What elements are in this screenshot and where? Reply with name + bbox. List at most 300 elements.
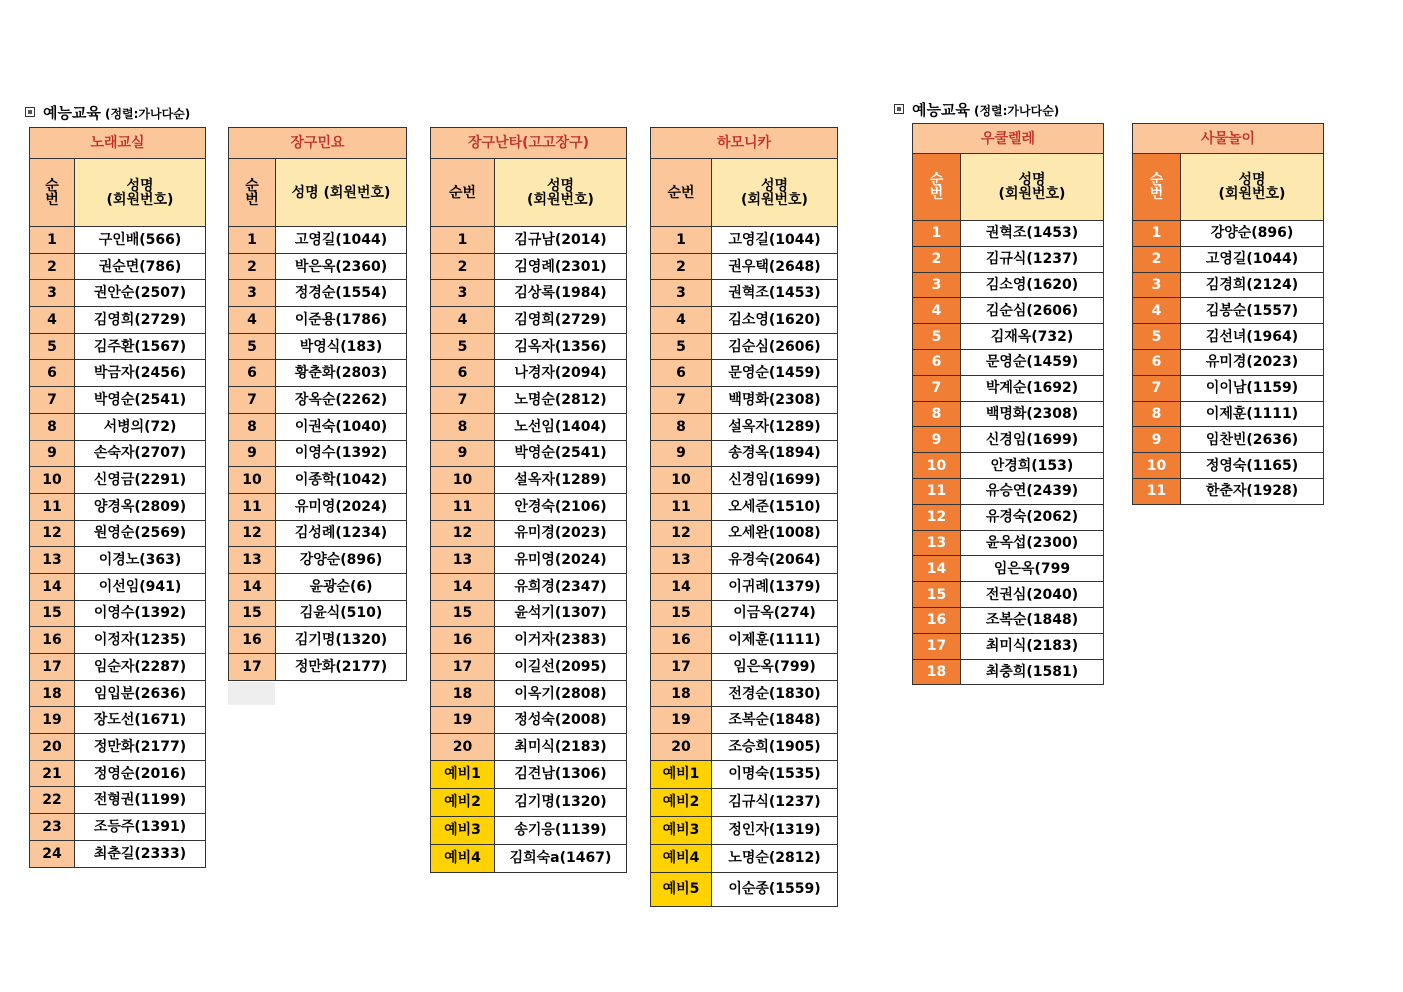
row-number: 16	[651, 627, 712, 654]
member-name: 김영희(2729)	[495, 307, 627, 334]
table-row	[30, 840, 206, 867]
table-row	[651, 734, 838, 761]
row-number: 14	[651, 573, 712, 600]
table-row	[651, 360, 838, 387]
member-name: 김윤식(510)	[276, 600, 407, 627]
member-name: 장도선(1671)	[75, 707, 206, 734]
row-number: 1	[913, 221, 961, 247]
square-bullet-icon	[894, 104, 904, 114]
member-name: 박영식(183)	[276, 333, 407, 360]
member-name: 신경임(1699)	[961, 427, 1104, 453]
table-row	[30, 253, 206, 280]
member-name: 안경희(153)	[961, 453, 1104, 479]
table-row	[651, 627, 838, 654]
row-number: 18	[913, 659, 961, 685]
member-name: 유경숙(2064)	[712, 547, 838, 574]
table-row	[1133, 298, 1324, 324]
table-row	[30, 654, 206, 681]
row-number: 8	[229, 413, 276, 440]
table-row	[431, 333, 627, 360]
member-name: 문영순(1459)	[961, 349, 1104, 375]
table-row	[30, 600, 206, 627]
member-name: 임입분(2636)	[75, 680, 206, 707]
row-number: 8	[431, 413, 495, 440]
row-number: 8	[651, 413, 712, 440]
row-number: 19	[651, 707, 712, 734]
row-number: 예비5	[651, 872, 712, 906]
table-row	[229, 467, 407, 494]
member-name: 이옥기(2808)	[495, 680, 627, 707]
row-number: 7	[651, 387, 712, 414]
row-number: 17	[229, 654, 276, 681]
table-row	[913, 324, 1104, 350]
table-row	[30, 280, 206, 307]
member-name: 최미식(2183)	[961, 633, 1104, 659]
row-number: 7	[229, 387, 276, 414]
member-name: 김성례(1234)	[276, 520, 407, 547]
table-row	[651, 788, 838, 816]
row-number: 1	[229, 227, 276, 254]
member-name: 김규남(2014)	[495, 227, 627, 254]
member-name: 고영길(1044)	[1181, 246, 1324, 272]
member-name: 이영수(1392)	[75, 600, 206, 627]
member-name: 정영숙(1165)	[1181, 453, 1324, 479]
row-number: 16	[913, 607, 961, 633]
table-row	[651, 680, 838, 707]
row-number: 13	[30, 547, 75, 574]
row-number: 10	[30, 467, 75, 494]
row-number: 5	[1133, 324, 1181, 350]
table-row	[30, 413, 206, 440]
table-row	[651, 872, 838, 906]
member-name: 김영희(2729)	[75, 307, 206, 334]
table-row	[431, 627, 627, 654]
member-name: 오세준(1510)	[712, 493, 838, 520]
row-number: 4	[30, 307, 75, 334]
table-row	[1133, 349, 1324, 375]
member-name: 이금옥(274)	[712, 600, 838, 627]
table-row	[1133, 401, 1324, 427]
row-number: 4	[913, 298, 961, 324]
member-name: 이경노(363)	[75, 547, 206, 574]
table-row	[431, 760, 627, 788]
row-number: 5	[30, 333, 75, 360]
table-row	[431, 680, 627, 707]
row-number: 11	[651, 493, 712, 520]
table-row	[913, 401, 1104, 427]
member-name: 김소영(1620)	[961, 272, 1104, 298]
section-title-left	[25, 102, 190, 123]
row-number: 15	[229, 600, 276, 627]
member-name: 박영순(2541)	[75, 387, 206, 414]
member-name: 송기응(1139)	[495, 816, 627, 844]
row-number: 예비2	[431, 788, 495, 816]
table-row	[229, 627, 407, 654]
member-name: 권우택(2648)	[712, 253, 838, 280]
table-row	[1133, 375, 1324, 401]
row-number: 6	[913, 349, 961, 375]
table-row	[30, 467, 206, 494]
table-row	[651, 816, 838, 844]
member-name: 유미영(2024)	[276, 493, 407, 520]
table-row	[229, 493, 407, 520]
member-name: 손숙자(2707)	[75, 440, 206, 467]
table-row	[30, 547, 206, 574]
table-samulnori	[1132, 123, 1324, 505]
member-name: 권안순(2507)	[75, 280, 206, 307]
member-name: 박계순(1692)	[961, 375, 1104, 401]
row-number: 13	[229, 547, 276, 574]
table-row	[1133, 272, 1324, 298]
member-name: 설옥자(1289)	[495, 467, 627, 494]
table-row	[913, 633, 1104, 659]
member-name: 정영순(2016)	[75, 760, 206, 787]
member-name: 이선임(941)	[75, 573, 206, 600]
row-number: 17	[651, 654, 712, 681]
table-row	[30, 627, 206, 654]
row-number: 2	[229, 253, 276, 280]
member-name: 설옥자(1289)	[712, 413, 838, 440]
header-number: 순번	[431, 159, 495, 227]
table-row	[651, 253, 838, 280]
row-number: 14	[431, 573, 495, 600]
table-row	[913, 221, 1104, 247]
member-name: 유희경(2347)	[495, 573, 627, 600]
table-ukulele	[912, 123, 1104, 685]
row-number: 13	[913, 530, 961, 556]
header-number: 순 번	[30, 159, 75, 227]
table-title: 노래교실	[30, 128, 206, 159]
row-number: 11	[229, 493, 276, 520]
member-name: 이순종(1559)	[712, 872, 838, 906]
table-row	[30, 573, 206, 600]
table-row	[431, 467, 627, 494]
member-name: 김순심(2606)	[712, 333, 838, 360]
table-row	[229, 413, 407, 440]
row-number: 5	[229, 333, 276, 360]
member-name: 최미식(2183)	[495, 734, 627, 761]
member-name: 조복순(1848)	[712, 707, 838, 734]
table-row	[431, 600, 627, 627]
table-row	[431, 654, 627, 681]
table-row	[229, 227, 407, 254]
table-row	[913, 582, 1104, 608]
member-name: 정만화(2177)	[276, 654, 407, 681]
row-number: 9	[651, 440, 712, 467]
row-number: 4	[229, 307, 276, 334]
member-name: 임순자(2287)	[75, 654, 206, 681]
member-name: 김옥자(1356)	[495, 333, 627, 360]
sort-note: (정렬:가나다순)	[973, 104, 1060, 118]
row-number: 10	[431, 467, 495, 494]
member-name: 김영례(2301)	[495, 253, 627, 280]
member-name: 구인배(566)	[75, 227, 206, 254]
row-number: 19	[30, 707, 75, 734]
row-number: 13	[651, 547, 712, 574]
table-row	[229, 654, 407, 681]
row-number: 24	[30, 840, 75, 867]
member-name: 유경숙(2062)	[961, 504, 1104, 530]
member-name: 김주환(1567)	[75, 333, 206, 360]
table-row	[30, 387, 206, 414]
member-name: 이준용(1786)	[276, 307, 407, 334]
row-number: 3	[913, 272, 961, 298]
member-name: 이제훈(1111)	[1181, 401, 1324, 427]
row-number: 16	[229, 627, 276, 654]
table-title: 하모니카	[651, 128, 838, 159]
member-name: 한춘자(1928)	[1181, 478, 1324, 504]
table-row	[1133, 427, 1324, 453]
member-name: 서병의(72)	[75, 413, 206, 440]
table-row	[651, 654, 838, 681]
table-row	[30, 493, 206, 520]
table-row	[651, 333, 838, 360]
row-number: 12	[229, 520, 276, 547]
member-name: 이권숙(1040)	[276, 413, 407, 440]
member-name: 임은옥(799	[961, 556, 1104, 582]
member-name: 오세완(1008)	[712, 520, 838, 547]
member-name: 김규식(1237)	[712, 788, 838, 816]
member-name: 신영금(2291)	[75, 467, 206, 494]
table-row	[30, 440, 206, 467]
row-number: 6	[431, 360, 495, 387]
table-row	[431, 573, 627, 600]
row-number: 예비2	[651, 788, 712, 816]
row-number: 7	[30, 387, 75, 414]
row-number: 19	[431, 707, 495, 734]
table-row	[30, 734, 206, 761]
table-harmonica	[650, 127, 838, 907]
row-number: 2	[651, 253, 712, 280]
table-janggu-minyo	[228, 127, 407, 681]
member-name: 김기명(1320)	[495, 788, 627, 816]
table-row	[30, 307, 206, 334]
row-number: 17	[30, 654, 75, 681]
table-row	[431, 280, 627, 307]
member-name: 김상록(1984)	[495, 280, 627, 307]
member-name: 전형권(1199)	[75, 787, 206, 814]
member-name: 이정자(1235)	[75, 627, 206, 654]
member-name: 권혁조(1453)	[961, 221, 1104, 247]
row-number: 2	[913, 246, 961, 272]
section-title-right	[894, 99, 1059, 120]
table-row	[1133, 246, 1324, 272]
row-number: 6	[30, 360, 75, 387]
row-number: 12	[913, 504, 961, 530]
member-name: 김선녀(1964)	[1181, 324, 1324, 350]
table-row	[431, 440, 627, 467]
row-number: 15	[651, 600, 712, 627]
row-number: 예비1	[651, 760, 712, 788]
row-number: 1	[651, 227, 712, 254]
member-name: 김순심(2606)	[961, 298, 1104, 324]
header-name: 성명 (회원번호)	[75, 159, 206, 227]
table-row	[1133, 453, 1324, 479]
table-row	[229, 387, 407, 414]
row-number: 18	[651, 680, 712, 707]
table-row	[913, 530, 1104, 556]
row-number: 예비3	[651, 816, 712, 844]
sort-note: (정렬:가나다순)	[104, 107, 191, 121]
table-row	[913, 246, 1104, 272]
row-number: 9	[30, 440, 75, 467]
row-number: 8	[1133, 401, 1181, 427]
member-name: 유승연(2439)	[961, 478, 1104, 504]
table-row	[30, 333, 206, 360]
member-name: 강양순(896)	[1181, 221, 1324, 247]
row-number: 17	[913, 633, 961, 659]
row-number: 3	[1133, 272, 1181, 298]
row-number: 17	[431, 654, 495, 681]
header-name: 성명 (회원번호)	[712, 159, 838, 227]
table-row	[30, 814, 206, 841]
row-number: 5	[913, 324, 961, 350]
member-name: 정만화(2177)	[75, 734, 206, 761]
table-row	[30, 760, 206, 787]
row-number: 10	[651, 467, 712, 494]
member-name: 이귀례(1379)	[712, 573, 838, 600]
table-row	[431, 307, 627, 334]
member-name: 김기명(1320)	[276, 627, 407, 654]
member-name: 김재옥(732)	[961, 324, 1104, 350]
member-name: 강양순(896)	[276, 547, 407, 574]
member-name: 윤옥섭(2300)	[961, 530, 1104, 556]
row-number: 2	[1133, 246, 1181, 272]
row-number: 15	[913, 582, 961, 608]
row-number: 12	[431, 520, 495, 547]
table-row	[431, 734, 627, 761]
table-row	[913, 607, 1104, 633]
member-name: 박영순(2541)	[495, 440, 627, 467]
member-name: 이영수(1392)	[276, 440, 407, 467]
table-row	[651, 280, 838, 307]
member-name: 고영길(1044)	[276, 227, 407, 254]
member-name: 안경숙(2106)	[495, 493, 627, 520]
row-number: 16	[30, 627, 75, 654]
section-title-text: 예능교육	[43, 104, 101, 122]
row-number: 1	[431, 227, 495, 254]
table-row	[431, 387, 627, 414]
member-name: 전권심(2040)	[961, 582, 1104, 608]
table-row	[913, 504, 1104, 530]
member-name: 백명화(2308)	[961, 401, 1104, 427]
row-number: 3	[229, 280, 276, 307]
header-number: 순번	[651, 159, 712, 227]
table-row	[913, 453, 1104, 479]
member-name: 정성숙(2008)	[495, 707, 627, 734]
table-row	[651, 573, 838, 600]
row-number: 예비1	[431, 760, 495, 788]
member-name: 황춘화(2803)	[276, 360, 407, 387]
member-name: 김소영(1620)	[712, 307, 838, 334]
table-row	[229, 547, 407, 574]
header-number: 순 번	[913, 154, 961, 221]
table-row	[651, 600, 838, 627]
table-row	[229, 253, 407, 280]
table-row	[229, 573, 407, 600]
row-number: 5	[651, 333, 712, 360]
table-row	[913, 478, 1104, 504]
member-name: 권혁조(1453)	[712, 280, 838, 307]
member-name: 권순면(786)	[75, 253, 206, 280]
table-row	[651, 467, 838, 494]
table-row	[431, 844, 627, 872]
member-name: 최충희(1581)	[961, 659, 1104, 685]
member-name: 이거자(2383)	[495, 627, 627, 654]
table-row	[30, 707, 206, 734]
section-title-text: 예능교육	[912, 101, 970, 119]
row-number: 15	[431, 600, 495, 627]
member-name: 최춘길(2333)	[75, 840, 206, 867]
table-row	[651, 493, 838, 520]
table-row	[651, 227, 838, 254]
table-row	[229, 520, 407, 547]
table-row	[651, 844, 838, 872]
header-name: 성명 (회원번호)	[961, 154, 1104, 221]
member-name: 나경자(2094)	[495, 360, 627, 387]
table-row	[30, 520, 206, 547]
table-row	[431, 227, 627, 254]
member-name: 문영순(1459)	[712, 360, 838, 387]
member-name: 노명순(2812)	[495, 387, 627, 414]
table-row	[30, 787, 206, 814]
header-name: 성명 (회원번호)	[1181, 154, 1324, 221]
row-number: 6	[651, 360, 712, 387]
table-row	[30, 227, 206, 254]
member-name: 원영순(2569)	[75, 520, 206, 547]
table-row	[431, 360, 627, 387]
row-number: 14	[229, 573, 276, 600]
row-number: 10	[229, 467, 276, 494]
row-number: 4	[1133, 298, 1181, 324]
member-name: 유미경(2023)	[495, 520, 627, 547]
square-bullet-icon	[25, 107, 35, 117]
table-row	[651, 413, 838, 440]
table-row	[651, 520, 838, 547]
row-number: 11	[431, 493, 495, 520]
row-number: 20	[30, 734, 75, 761]
member-name: 백명화(2308)	[712, 387, 838, 414]
row-number: 12	[30, 520, 75, 547]
table-title: 우쿨렐레	[913, 124, 1104, 154]
table-row	[651, 760, 838, 788]
member-name: 신경임(1699)	[712, 467, 838, 494]
empty-cell	[228, 682, 275, 705]
row-number: 3	[431, 280, 495, 307]
table-row	[229, 360, 407, 387]
table-row	[30, 360, 206, 387]
table-title: 장구민요	[229, 128, 407, 159]
table-row	[431, 520, 627, 547]
table-row	[913, 556, 1104, 582]
table-row	[651, 387, 838, 414]
member-name: 임은옥(799)	[712, 654, 838, 681]
table-row	[913, 375, 1104, 401]
member-name: 김희숙a(1467)	[495, 844, 627, 872]
table-row	[651, 707, 838, 734]
table-row	[913, 349, 1104, 375]
member-name: 김규식(1237)	[961, 246, 1104, 272]
row-number: 9	[431, 440, 495, 467]
member-name: 정경순(1554)	[276, 280, 407, 307]
table-row	[229, 307, 407, 334]
table-row	[229, 280, 407, 307]
row-number: 3	[30, 280, 75, 307]
table-row	[651, 440, 838, 467]
member-name: 이명숙(1535)	[712, 760, 838, 788]
row-number: 16	[431, 627, 495, 654]
member-name: 전경순(1830)	[712, 680, 838, 707]
